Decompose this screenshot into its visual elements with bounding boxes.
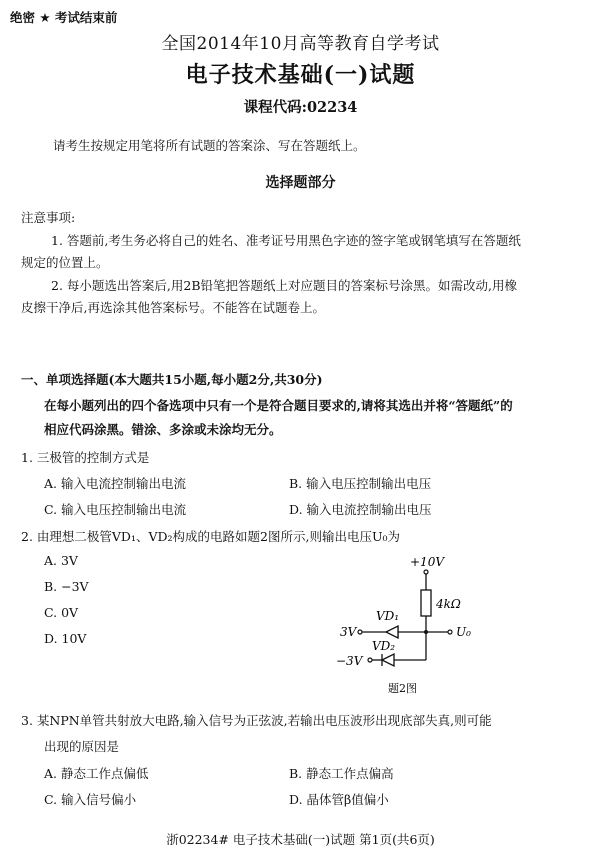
course-code: 课程代码:02234 bbox=[243, 99, 358, 116]
question-1-stem: 1. 三极管的控制方式是 bbox=[21, 450, 150, 465]
question-1-option-a: A. 输入电流控制输出电流 bbox=[44, 476, 186, 491]
instruction: 请考生按规定用笔将所有试题的答案涂、写在答题纸上。 bbox=[53, 138, 366, 153]
circuit-diagram bbox=[330, 552, 510, 700]
question-2-option-d: D. 10V bbox=[44, 631, 87, 646]
page-footer: 浙02234# 电子技术基础(一)试题 第1页(共6页) bbox=[166, 832, 435, 847]
question-3-option-b: B. 静态工作点偏高 bbox=[289, 766, 394, 781]
part1-title: 一、单项选择题(本大题共15小题,每小题2分,共30分) bbox=[21, 372, 323, 387]
in1-label: 3V bbox=[340, 625, 357, 639]
question-3-option-d: D. 晶体管β值偏小 bbox=[289, 792, 389, 807]
note-item-2 bbox=[21, 275, 591, 319]
supply-label: +10V bbox=[410, 555, 444, 569]
confidential-mark: 绝密 ★ 考试结束前 bbox=[10, 10, 118, 25]
note-item-1 bbox=[21, 230, 591, 274]
question-3-stem-line2: 出现的原因是 bbox=[44, 739, 120, 754]
circuit-caption: 题2图 bbox=[388, 682, 417, 695]
note-item-1-line1: 1. 答题前,考生务必将自己的姓名、准考证号用黑色字迹的签字笔或钢笔填写在答题纸 bbox=[51, 233, 521, 248]
resistor-label: 4kΩ bbox=[436, 597, 461, 611]
note-item-2-line2: 皮擦干净后,再选涂其他答案标号。不能答在试题卷上。 bbox=[21, 300, 325, 315]
question-1-option-c: C. 输入电压控制输出电流 bbox=[44, 502, 187, 517]
in1-terminal bbox=[358, 630, 362, 634]
question-2-option-a: A. 3V bbox=[44, 553, 78, 568]
question-3-option-a: A. 静态工作点偏低 bbox=[44, 766, 149, 781]
vd2-label: VD₂ bbox=[372, 639, 396, 653]
question-3-stem-line1: 3. 某NPN单管共射放大电路,输入信号为正弦波,若输出电压波形出现底部失真,则可能 bbox=[21, 713, 492, 728]
question-2-stem: 2. 由理想二极管VD₁、VD₂构成的电路如题2图所示,则输出电压U₀为 bbox=[21, 529, 400, 544]
junction-dot bbox=[424, 630, 428, 634]
question-2-option-b: B. −3V bbox=[44, 579, 89, 594]
in2-terminal bbox=[368, 658, 372, 662]
output-terminal bbox=[448, 630, 452, 634]
part1-desc-line1: 在每小题列出的四个备选项中只有一个是符合题目要求的,请将其选出并将“答题纸”的 bbox=[44, 398, 513, 413]
note-item-1-line2: 规定的位置上。 bbox=[21, 255, 109, 270]
supply-terminal bbox=[424, 570, 428, 574]
note-item-2-line1: 2. 每小题选出答案后,用2B铅笔把答题纸上对应题目的答案标号涂黑。如需改动,用橡 bbox=[51, 278, 517, 293]
part1-desc-line2: 相应代码涂黑。错涂、多涂或未涂均无分。 bbox=[44, 422, 282, 437]
output-label: U₀ bbox=[456, 625, 471, 639]
paper-title: 电子技术基础(一)试题 bbox=[185, 62, 416, 88]
vd2-diode-icon bbox=[382, 654, 394, 666]
exam-title: 全国2014年10月高等教育自学考试 bbox=[161, 34, 440, 54]
question-2-option-c: C. 0V bbox=[44, 605, 79, 620]
vd1-diode-icon bbox=[386, 626, 398, 638]
question-1-option-d: D. 输入电流控制输出电压 bbox=[289, 502, 432, 517]
question-3-option-c: C. 输入信号偏小 bbox=[44, 792, 137, 807]
question-1-option-b: B. 输入电压控制输出电压 bbox=[289, 476, 432, 491]
notes-title: 注意事项: bbox=[21, 210, 76, 225]
resistor-symbol bbox=[421, 590, 431, 616]
section-heading: 选择题部分 bbox=[265, 175, 336, 191]
vd1-label: VD₁ bbox=[376, 609, 400, 623]
in2-label: −3V bbox=[336, 654, 363, 668]
